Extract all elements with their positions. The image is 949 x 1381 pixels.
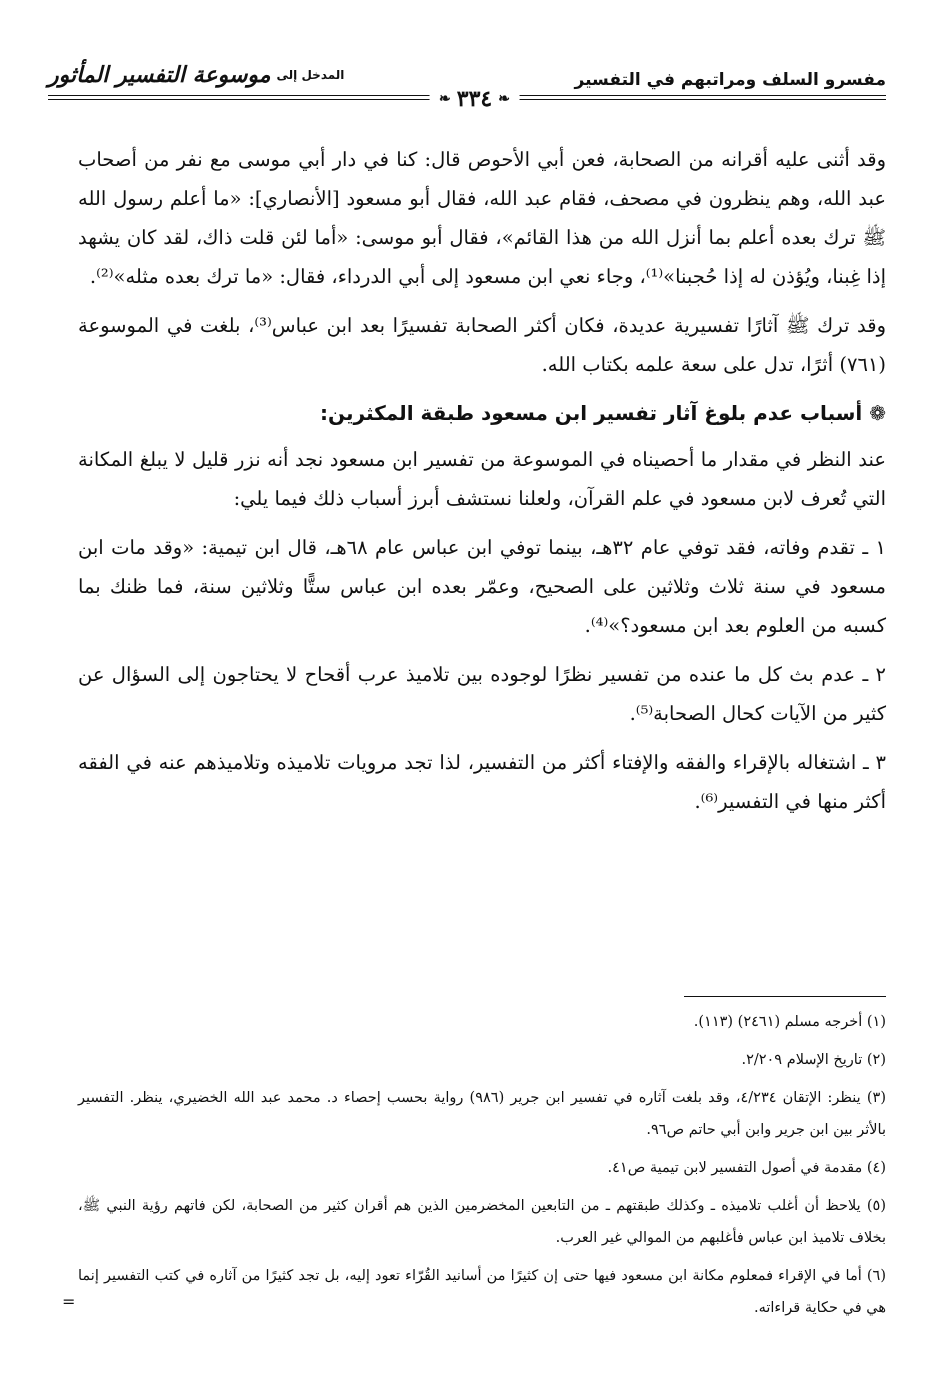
footnote: (٦) أما في الإقراء فمعلوم مكانة ابن مسعود فيها حتى إن كثيرًا من أسانيد القُرّاء تعود إليه، بل تجد كثيرًا من آثاره في كتب التفسير إنما هي في حكاية قراءاته. xyxy=(78,1268,886,1316)
footnote: (٥) يلاحظ أن أغلب تلاميذه ـ وكذلك طبقتهم ـ من التابعين المخضرمين الذين هم أقران كثير من الصحابة، لكن فاتهم رؤية النبي ﷺ، بخلاف تلاميذ ابن عباس فأغلبهم من الموالي غير العرب. xyxy=(78,1198,886,1246)
footnote: (٤) مقدمة في أصول التفسير لابن تيمية ص٤١. xyxy=(607,1160,886,1176)
footnotes xyxy=(78,1006,886,1330)
page-number-box xyxy=(429,86,520,112)
series-prefix: المدخل إلى xyxy=(276,68,345,82)
footnote: (٣) ينظر: الإتقان ٤/٢٣٤، وقد بلغت آثاره في تفسير ابن جرير (٩٨٦) رواية بحسب إحصاء د. محمد عبد الله الخضيري، ينظر. التفسير بالأثر بين ابن جرير وابن أبي حاتم ص٩٦. xyxy=(78,1090,886,1138)
ornament-icon: ❧ xyxy=(439,91,451,107)
section-heading xyxy=(78,394,886,432)
running-title: مفسرو السلف ومراتبهم في التفسير xyxy=(574,70,886,90)
series-logo xyxy=(48,62,344,88)
paragraph: عند النظر في مقدار ما أحصيناه في الموسوعة من تفسير ابن مسعود نجد أنه نزر قليل لا يبلغ المكانة التي تُعرف لابن مسعود في علم القرآن، ولعلنا نستشف أبرز أسباب ذلك فيما يلي: xyxy=(78,448,886,510)
paragraph: وقد ترك ﷺ آثارًا تفسيرية عديدة، فكان أكثر الصحابة تفسيرًا بعد ابن عباس⁽³⁾، بلغت في الموسوعة (٧٦١) أثرًا، تدل على سعة علمه بكتاب الله. xyxy=(78,314,886,376)
footnote: (٢) تاريخ الإسلام ٢/٢٠٩. xyxy=(741,1052,886,1068)
page-number: ٣٣٤ xyxy=(456,86,493,112)
paragraph: وقد أثنى عليه أقرانه من الصحابة، فعن أبي الأحوص قال: كنا في دار أبي موسى مع نفر من أصحاب عبد الله، وهم ينظرون في مصحف، فقام عبد الله، فقال أبو مسعود [الأنصاري]: «ما أعلم رسول الله ﷺ ترك بعده أعلم بما أنزل الله من هذا القائم»، فقال أبو موسى: «أما لئن قلت ذاك، لقد كان يشهد إذا غِبنا، ويُؤذن له إذا حُجبنا»⁽¹⁾، وجاء نعي ابن مسعود إلى أبي الدرداء، فقال: «ما ترك بعده مثله»⁽²⁾. xyxy=(78,148,886,288)
list-item: ٢ ـ عدم بث كل ما عنده من تفسير نظرًا لوجوده بين تلاميذ عرب أقحاح لا يحتاجون إلى السؤال عن كثير من الآيات كحال الصحابة⁽⁵⁾. xyxy=(78,663,886,725)
series-title: موسوعة التفسير المأثور xyxy=(48,62,271,88)
ornament-icon: ❧ xyxy=(498,91,510,107)
section-heading-text: أسباب عدم بلوغ آثار تفسير ابن مسعود طبقة المكثرين: xyxy=(320,401,863,425)
main-text xyxy=(78,140,886,831)
flower-icon: ❁ xyxy=(869,401,886,425)
list-item: ٣ ـ اشتغاله بالإقراء والفقه والإفتاء أكثر من التفسير، لذا تجد مرويات تلاميذه وتلاميذهم عنه في الفقه أكثر منها في التفسير⁽⁶⁾. xyxy=(78,751,886,813)
margin-mark: = xyxy=(62,1292,76,1311)
footnote-separator xyxy=(684,996,886,997)
footnote: (١) أخرجه مسلم (٢٤٦١) (١١٣). xyxy=(693,1014,886,1030)
list-item: ١ ـ تقدم وفاته، فقد توفي عام ٣٢هـ، بينما توفي ابن عباس عام ٦٨هـ، قال ابن تيمية: «وقد مات ابن مسعود في سنة ثلاث وثلاثين على الصحيح، وعمّر بعده ابن عباس ستًّا وثلاثين سنة، فما ظنك بما كسبه من العلوم بعد ابن مسعود؟»⁽⁴⁾. xyxy=(78,536,886,637)
